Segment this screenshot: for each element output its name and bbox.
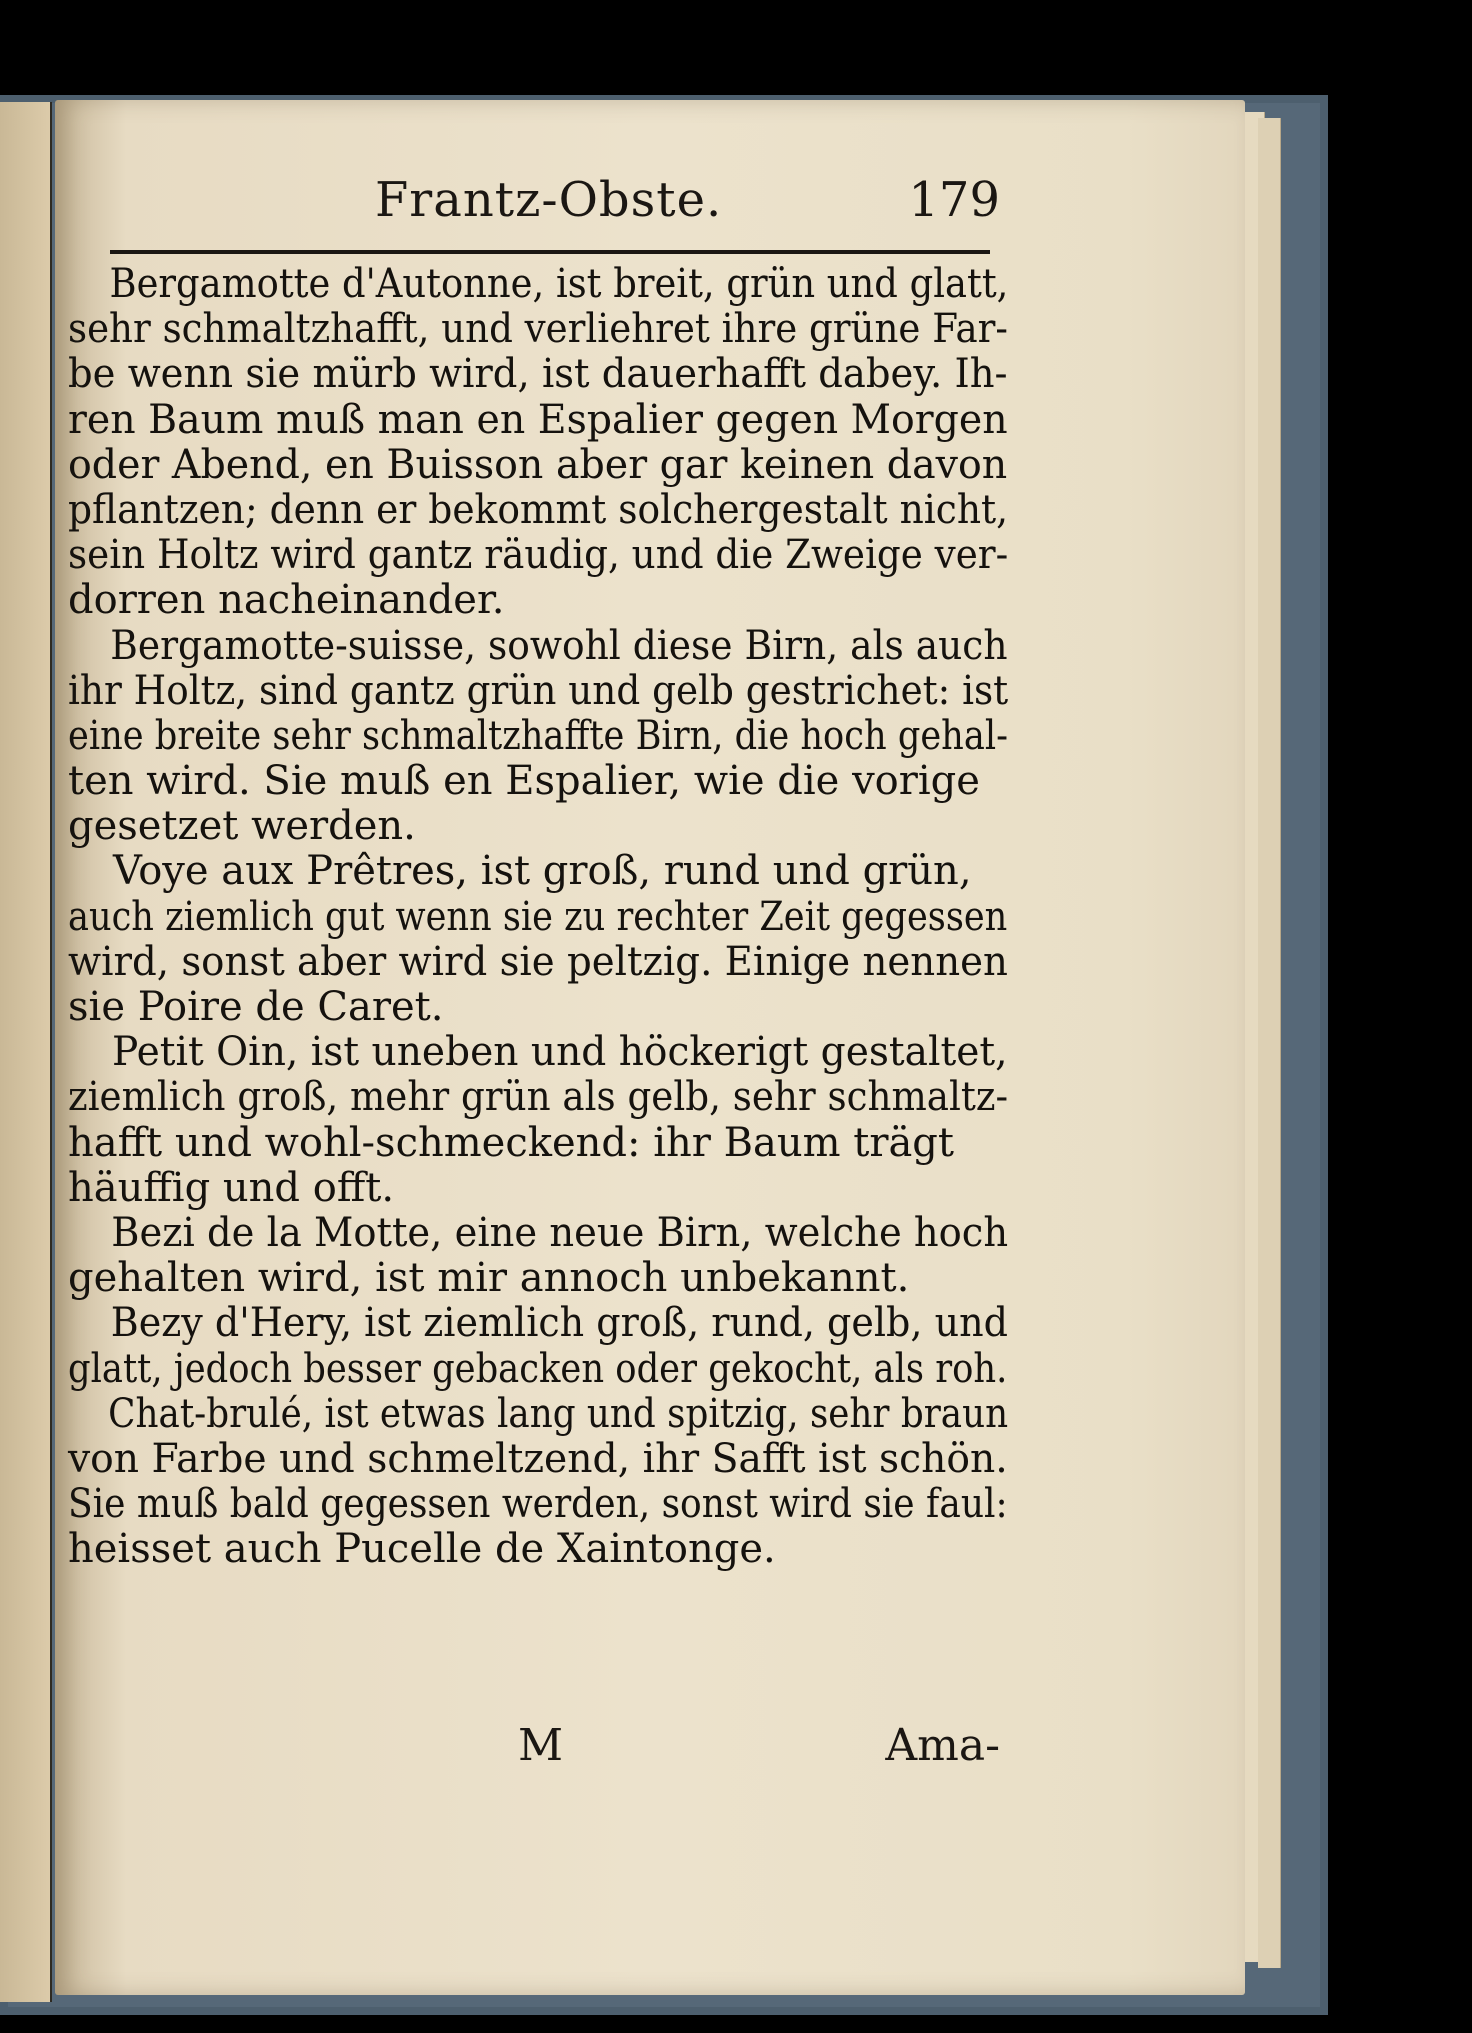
text-line: wird, sonst aber wird sie peltzig. Einige nennen (68, 938, 1008, 985)
text-line: auch ziemlich gut wenn sie zu rechter Zeit gegessen (68, 893, 1008, 940)
text-line: Bergamotte d'Autonne, ist breit, grün und glatt, (109, 261, 1009, 307)
running-title: Frantz-Obste. (375, 172, 723, 228)
text-line: sein Holtz wird gantz räudig, und die Zweige ver- (68, 532, 1009, 579)
text-line: Bezi de la Motte, eine neue Birn, welche hoch (111, 1209, 1009, 1256)
text-line: oder Abend, en Buisson aber gar keinen davon (68, 441, 1008, 488)
text-line: von Farbe und schmeltzend, ihr Safft ist schön. (68, 1435, 1008, 1482)
text-line: glatt, jedoch besser gebacken oder gekocht, als roh. (68, 1345, 1008, 1392)
text-line: ten wird. Sie muß en Espalier, wie die vorige (68, 758, 980, 805)
text-line: ziemlich groß, mehr grün als gelb, sehr schmaltz- (68, 1074, 1009, 1121)
text-line: Petit Oin, ist uneben und höckerigt gestaltet, (112, 1029, 1008, 1076)
text-line: heisset auch Pucelle de Xaintonge. (68, 1526, 776, 1573)
catchword: Ama- (885, 1720, 1000, 1771)
text-line: ihr Holtz, sind gantz grün und gelb gestrichet: ist (68, 667, 1009, 714)
page-footer (110, 1720, 1000, 1790)
text-line: häuffig und offt. (68, 1164, 395, 1211)
text-line: be wenn sie mürb wird, ist dauerhafft dabey. Ih- (68, 351, 1008, 398)
text-line: sehr schmaltzhafft, und verliehret ihre grüne Far- (68, 306, 1008, 353)
body-text (68, 262, 1008, 1572)
page-number: 179 (908, 172, 1000, 228)
header-rule (110, 250, 990, 254)
text-line: Bergamotte-suisse, sowohl diese Birn, als auch (110, 622, 1008, 669)
text-line: Sie muß bald gegessen werden, sonst wird sie faul: (68, 1481, 1008, 1528)
text-line: sie Poire de Caret. (68, 984, 444, 1030)
text-line: Chat-brulé, ist etwas lang und spitzig, sehr braun (108, 1390, 1009, 1437)
signature-mark: M (518, 1720, 564, 1771)
text-line: eine breite sehr schmaltzhaffte Birn, die hoch gehal- (68, 712, 1008, 759)
page-header (110, 172, 1000, 242)
text-line: Voye aux Prêtres, ist groß, rund und grün, (113, 848, 972, 895)
page-block-edge (1258, 118, 1281, 1968)
text-line: gehalten wird, ist mir annoch unbekannt. (68, 1255, 910, 1302)
text-line: hafft und wohl-schmeckend: ihr Baum trägt (68, 1119, 954, 1166)
facing-page-edge (0, 102, 52, 2002)
text-line: pflantzen; denn er bekommt solchergestalt nicht, (68, 486, 1009, 533)
text-line: ren Baum muß man en Espalier gegen Morgen (68, 396, 1008, 443)
text-line: dorren nacheinander. (68, 577, 505, 624)
text-line: gesetzet werden. (68, 803, 416, 850)
text-line: Bezy d'Hery, ist ziemlich groß, rund, gelb, und (110, 1300, 1008, 1347)
